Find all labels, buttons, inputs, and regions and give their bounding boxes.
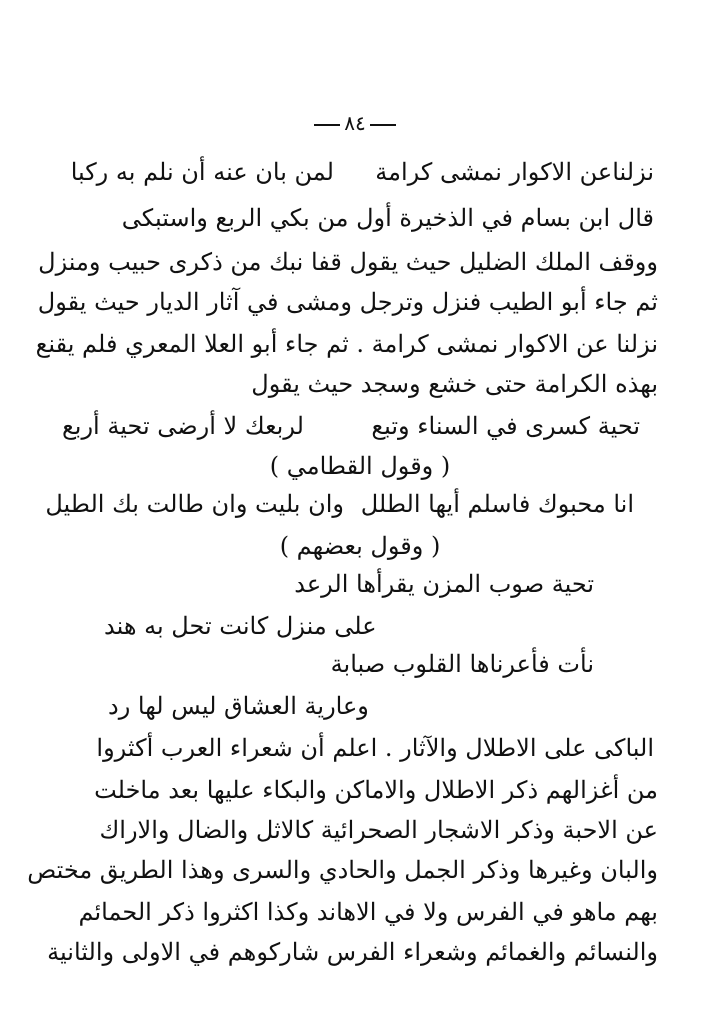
header-dash-right bbox=[370, 124, 396, 126]
text-line: والنسائم والغمائم وشعراء الفرس شاركوهم في الاولى والثانية bbox=[47, 938, 658, 966]
page-number: ٨٤ bbox=[344, 111, 366, 135]
text-line: بهذه الكرامة حتى خشع وسجد حيث يقول bbox=[251, 370, 658, 398]
verse-hemistich-right: تحية كسرى في السناء وتبع bbox=[371, 412, 640, 440]
section-caption: ( وقول القطامي ) bbox=[269, 452, 451, 480]
text-line: عن الاحبة وذكر الاشجار الصحرائية كالاثل والضال والاراك bbox=[99, 816, 658, 844]
verse-line: على منزل كانت تحل به هند bbox=[104, 612, 377, 640]
text-line: بهم ماهو في الفرس ولا في الاهاند وكذا اكثروا ذكر الحمائم bbox=[78, 898, 658, 926]
text-line: قال ابن بسام في الذخيرة أول من بكي الربع واستبكى bbox=[121, 204, 654, 232]
verse-hemistich-left: لمن بان عنه أن نلم به ركبا bbox=[70, 158, 334, 186]
text-line: ثم جاء أبو الطيب فنزل وترجل ومشى في آثار الديار حيث يقول bbox=[37, 288, 658, 316]
text-line: والبان وغيرها وذكر الجمل والحادي والسرى وهذا الطريق مختص bbox=[27, 856, 658, 884]
verse-line: وعارية العشاق ليس لها رد bbox=[108, 692, 369, 720]
page-number-header bbox=[300, 108, 410, 138]
verse-hemistich-right: انا محبوك فاسلم أيها الطلل bbox=[360, 490, 634, 518]
verse-hemistich-left: لربعك لا أرضى تحية أربع bbox=[62, 412, 304, 440]
verse-hemistich-right: نزلناعن الاكوار نمشى كرامة bbox=[375, 158, 654, 186]
verse-line: نأت فأعرناها القلوب صبابة bbox=[330, 650, 594, 678]
text-line: من أغزالهم ذكر الاطلال والاماكن والبكاء عليها بعد ماخلت bbox=[94, 776, 658, 804]
header-dash-left bbox=[314, 124, 340, 126]
section-caption: ( وقول بعضهم ) bbox=[279, 532, 441, 560]
text-line: ووقف الملك الضليل حيث يقول قفا نبك من ذكرى حبيب ومنزل bbox=[38, 248, 658, 276]
text-line: نزلنا عن الاكوار نمشى كرامة . ثم جاء أبو العلا المعري فلم يقنع bbox=[35, 330, 658, 358]
text-line: الباكى على الاطلال والآثار . اعلم أن شعراء العرب أكثروا bbox=[96, 734, 654, 762]
verse-hemistich-left: وان بليت وان طالت بك الطيل bbox=[45, 490, 344, 518]
verse-line: تحية صوب المزن يقرأها الرعد bbox=[294, 570, 594, 598]
